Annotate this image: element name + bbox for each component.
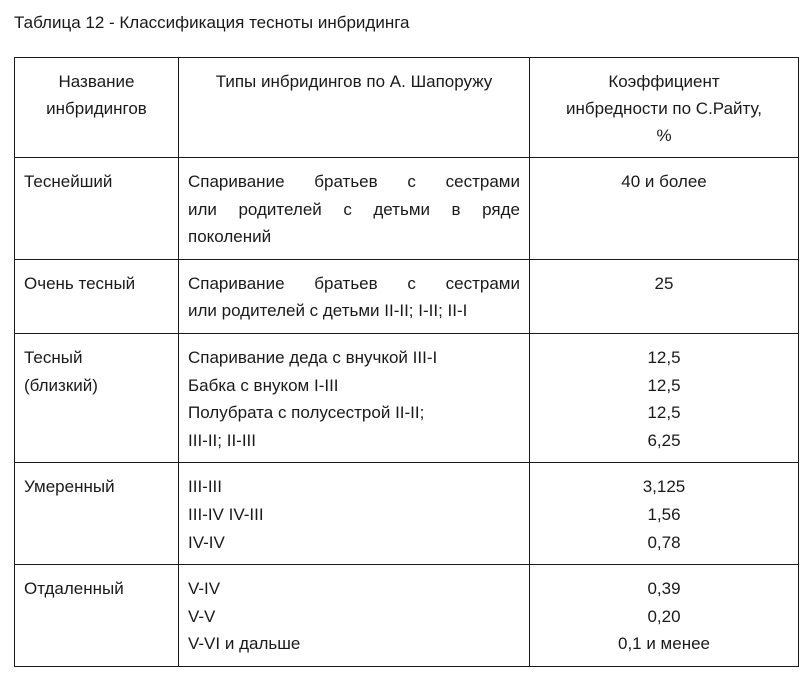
cell-line: V-IV (188, 579, 221, 599)
table-row (15, 565, 799, 667)
cell-line: IV-IV (188, 532, 225, 552)
cell-name (15, 158, 179, 260)
cell-line: Бабка с внуком I-III (188, 375, 339, 395)
table-caption: Таблица 12 - Классификация тесноты инбридинга (14, 13, 410, 32)
cell-line: 40 и более (621, 172, 707, 191)
cell-types (179, 333, 530, 462)
cell-line: Очень тесный (24, 273, 136, 293)
cell-coef (530, 259, 799, 333)
cell-coef (530, 158, 799, 260)
cell-line: или родителей с детьми II-II; I-II; II-I (188, 301, 468, 321)
cell-line: 25 (654, 273, 674, 293)
cell-line: 0,20 (647, 606, 681, 626)
cell-line: Тесный (24, 347, 83, 367)
cell-line: Спаривание братьев с сестрами (188, 273, 520, 293)
cell-line: 0,39 (647, 579, 681, 599)
cell-types (179, 463, 530, 565)
table-row (15, 333, 799, 462)
cell-name (15, 463, 179, 565)
table-row (15, 463, 799, 565)
table-row (15, 259, 799, 333)
cell-coef (530, 463, 799, 565)
cell-line: Полубрата с полусестрой II-II; (188, 403, 425, 423)
header-coef-line: % (656, 126, 672, 145)
cell-line: 0,1 и менее (617, 634, 710, 654)
header-name-line: инбридингов (46, 99, 147, 118)
cell-name (15, 565, 179, 667)
cell-coef (530, 565, 799, 667)
cell-line: III-IV IV-III (188, 504, 264, 524)
cell-line: 12,5 (647, 347, 681, 367)
cell-line: III-II; II-III (188, 430, 256, 450)
cell-line: Отдаленный (24, 579, 124, 599)
table-row (15, 158, 799, 260)
table-header-row (15, 58, 799, 158)
cell-line: или родителей с детьми в ряде (188, 199, 520, 219)
cell-line: Теснейший (24, 172, 113, 191)
cell-name (15, 333, 179, 462)
cell-line: Спаривание деда с внучкой III-I (188, 347, 438, 367)
cell-line: Умеренный (24, 477, 115, 497)
header-coef (530, 58, 799, 158)
cell-types (179, 259, 530, 333)
cell-line: (близкий) (24, 375, 98, 395)
cell-types (179, 565, 530, 667)
header-coef-line: Коэффициент (608, 72, 720, 91)
cell-line: V-V (188, 606, 216, 626)
cell-line: Спаривание братьев с сестрами (188, 172, 520, 191)
cell-coef (530, 333, 799, 462)
header-types (179, 58, 530, 158)
inbreeding-classification-table (14, 57, 799, 667)
cell-types (179, 158, 530, 260)
cell-line: поколений (188, 227, 272, 247)
cell-line: 3,125 (642, 477, 686, 497)
cell-name (15, 259, 179, 333)
header-name-line: Название (58, 72, 135, 91)
cell-line: 12,5 (647, 375, 681, 395)
cell-line: 0,78 (647, 532, 681, 552)
header-types-line: Типы инбридингов по А. Шапоружу (215, 72, 493, 91)
cell-line: 1,56 (647, 504, 681, 524)
cell-line: V-VI и дальше (188, 634, 301, 654)
header-name (15, 58, 179, 158)
cell-line: 12,5 (647, 403, 681, 423)
cell-line: III-III (188, 477, 222, 497)
header-coef-line: инбредности по С.Райту, (565, 99, 763, 118)
cell-line: 6,25 (647, 430, 681, 450)
